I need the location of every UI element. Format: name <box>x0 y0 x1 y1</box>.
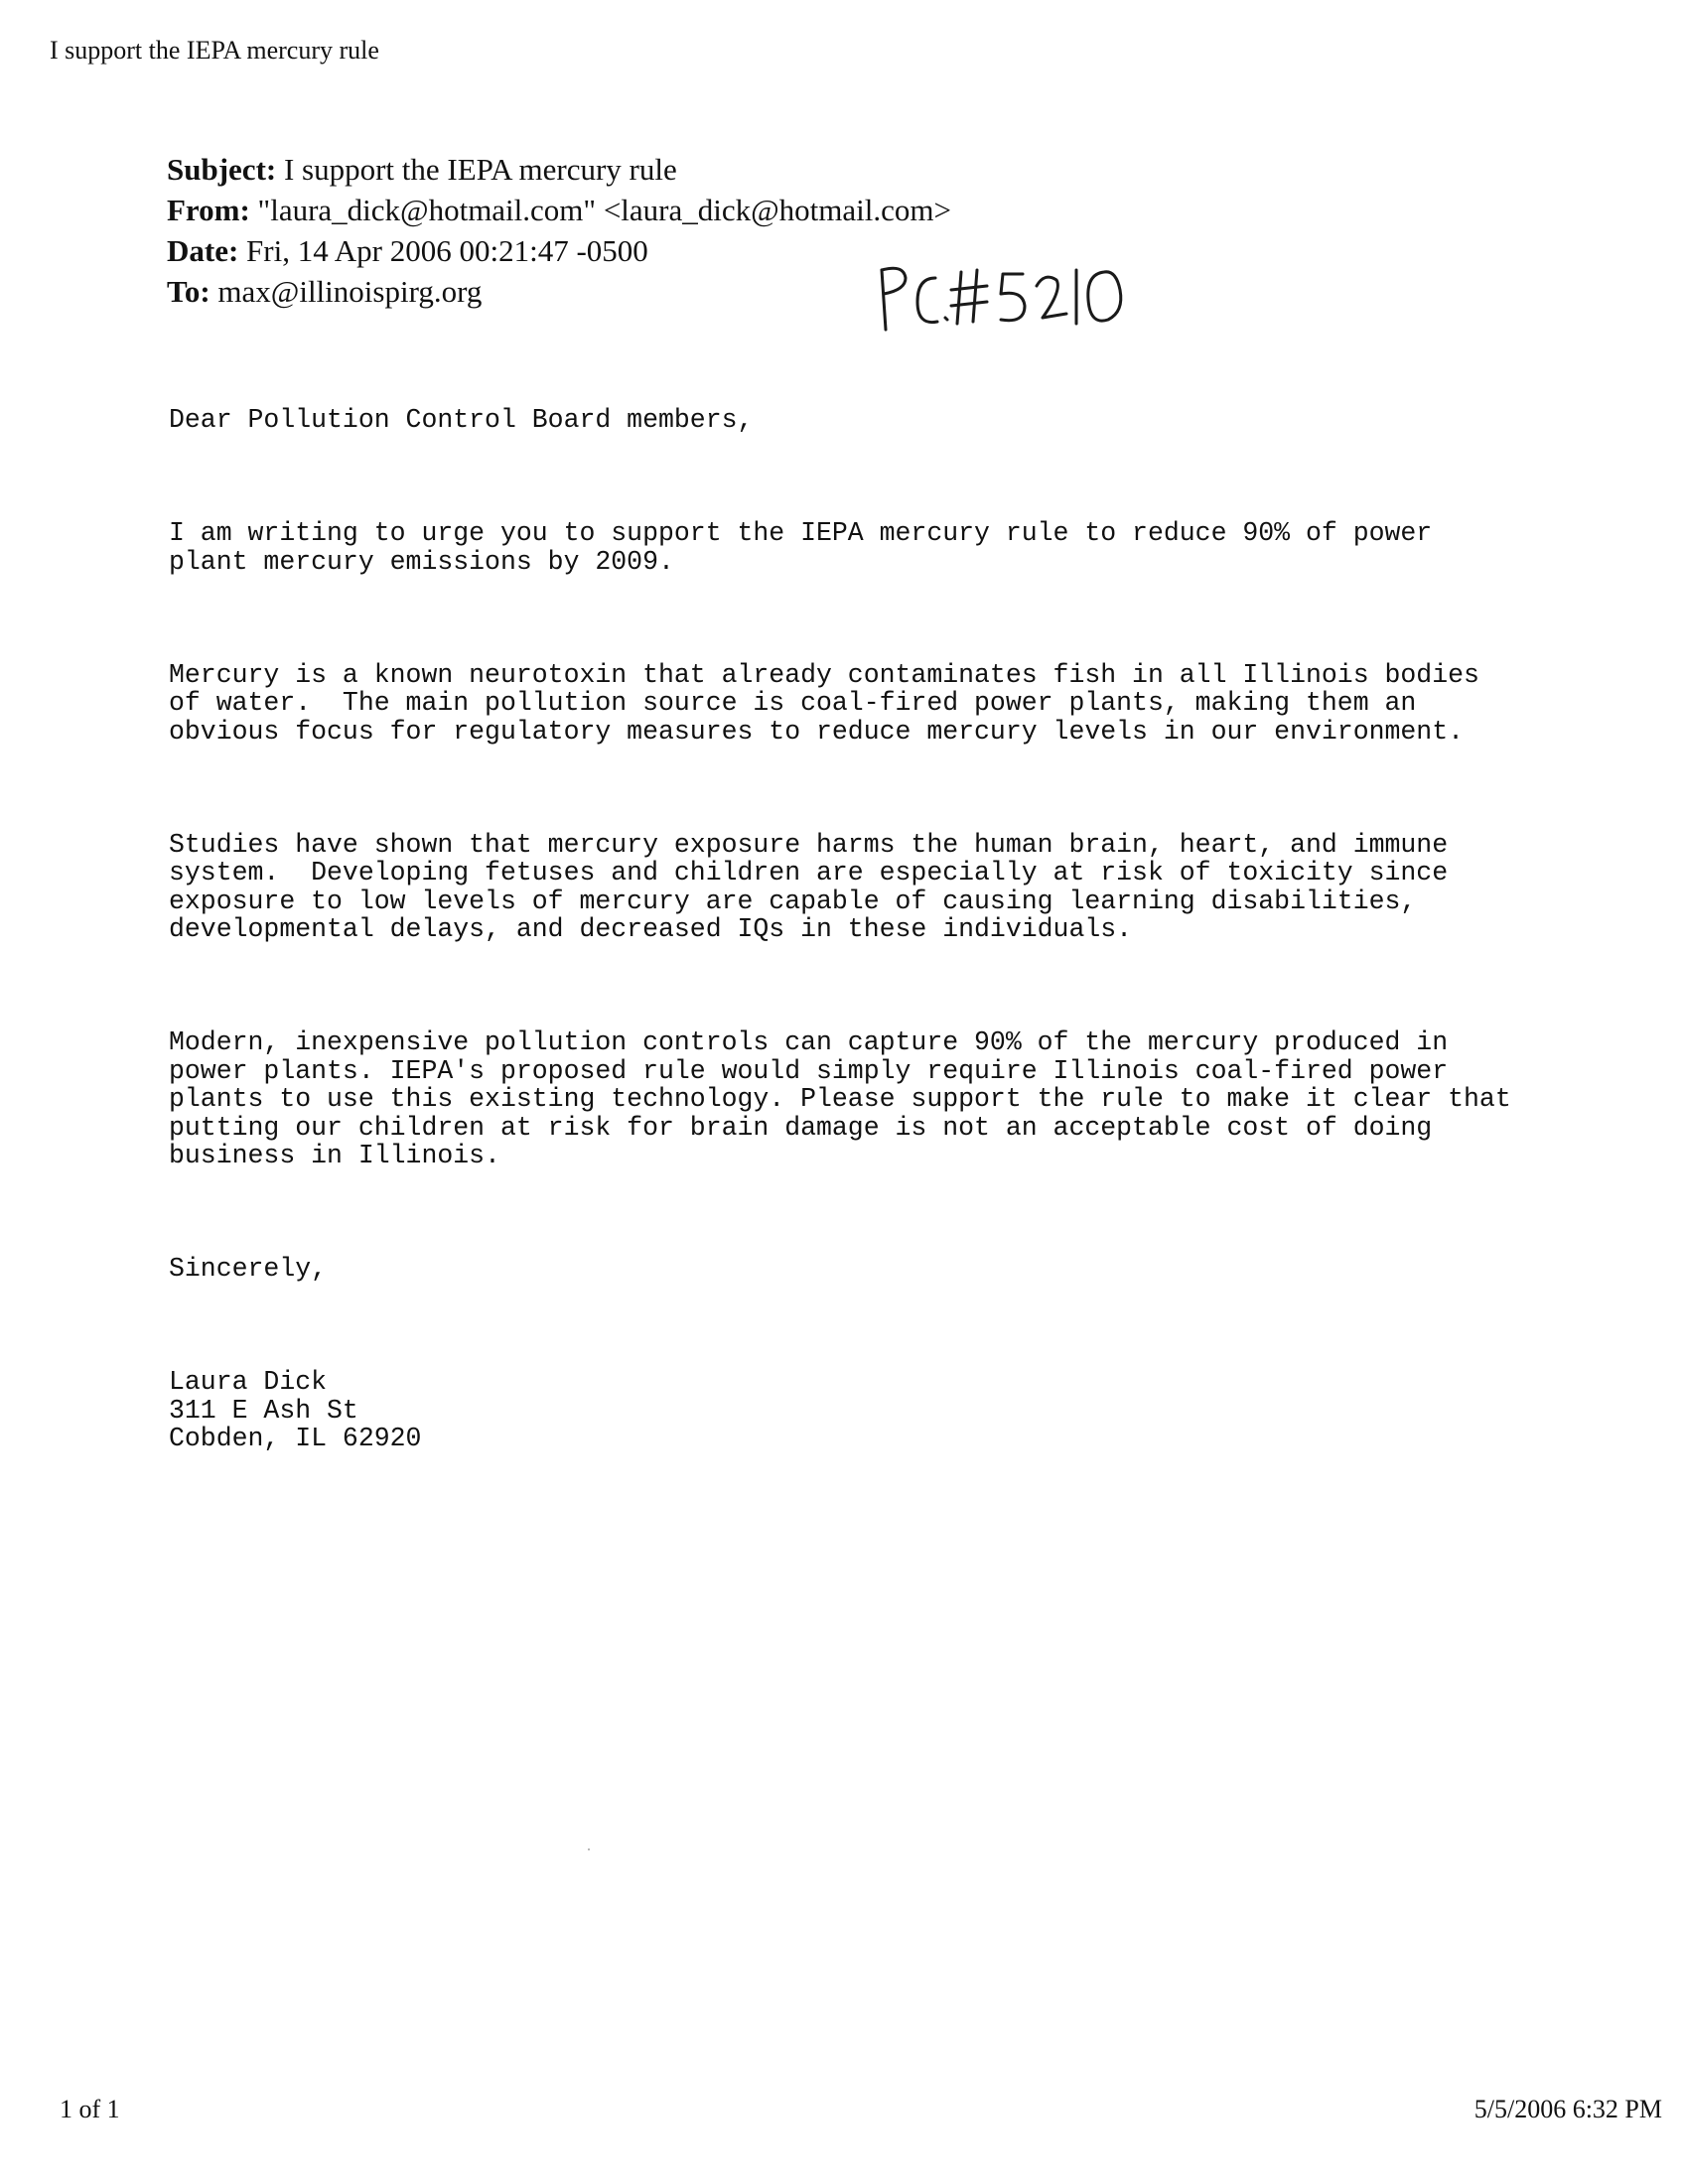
to-row <box>167 271 951 312</box>
scan-artifact <box>588 1848 590 1850</box>
email-body <box>169 349 1559 1510</box>
signature-block: Laura Dick 311 E Ash St Cobden, IL 62920 <box>169 1367 422 1453</box>
date-label: Date: <box>167 233 239 268</box>
subject-row <box>167 149 951 190</box>
body-paragraph-2: Mercury is a known neurotoxin that already contaminates fish in all Illinois bodies of water. The main pollution source is coal-fired power plants, making them an obvious focus for regulatory measures to reduce mercury levels in our environment. <box>169 659 1479 747</box>
to-label: To: <box>167 274 210 309</box>
page-header-title: I support the IEPA mercury rule <box>50 36 379 65</box>
closing: Sincerely, <box>169 1254 328 1284</box>
subject-label: Subject: <box>167 152 277 187</box>
body-paragraph-1: I am writing to urge you to support the IEPA mercury rule to reduce 90% of power plant mercury emissions by 2009. <box>169 518 1433 577</box>
email-headers <box>167 149 951 312</box>
page-count: 1 of 1 <box>60 2095 120 2123</box>
salutation: Dear Pollution Control Board members, <box>169 405 754 435</box>
handwritten-pc-number <box>874 260 1132 340</box>
date-value: Fri, 14 Apr 2006 00:21:47 -0500 <box>238 233 648 268</box>
from-row <box>167 190 951 230</box>
to-value: max@illinoispirg.org <box>210 274 483 309</box>
body-paragraph-3: Studies have shown that mercury exposure harms the human brain, heart, and immune system. Developing fetuses and children are especially at risk of toxicity since exposure to low levels of mercury are capable of causing learning disabilities, developmental delays, and decreased IQs in these individuals. <box>169 829 1449 944</box>
date-row <box>167 230 951 271</box>
print-timestamp: 5/5/2006 6:32 PM <box>1474 2095 1662 2123</box>
body-paragraph-4: Modern, inexpensive pollution controls can capture 90% of the mercury produced in power plants. IEPA's proposed rule would simply require Illinois coal-fired power plants to use this existing technology. Please support the rule to make it clear that putting our children at risk for brain damage is not an acceptable cost of doing business in Illinois. <box>169 1027 1511 1170</box>
from-value: "laura_dick@hotmail.com" <laura_dick@hotmail.com> <box>249 193 951 227</box>
subject-value: I support the IEPA mercury rule <box>276 152 677 187</box>
from-label: From: <box>167 193 250 227</box>
